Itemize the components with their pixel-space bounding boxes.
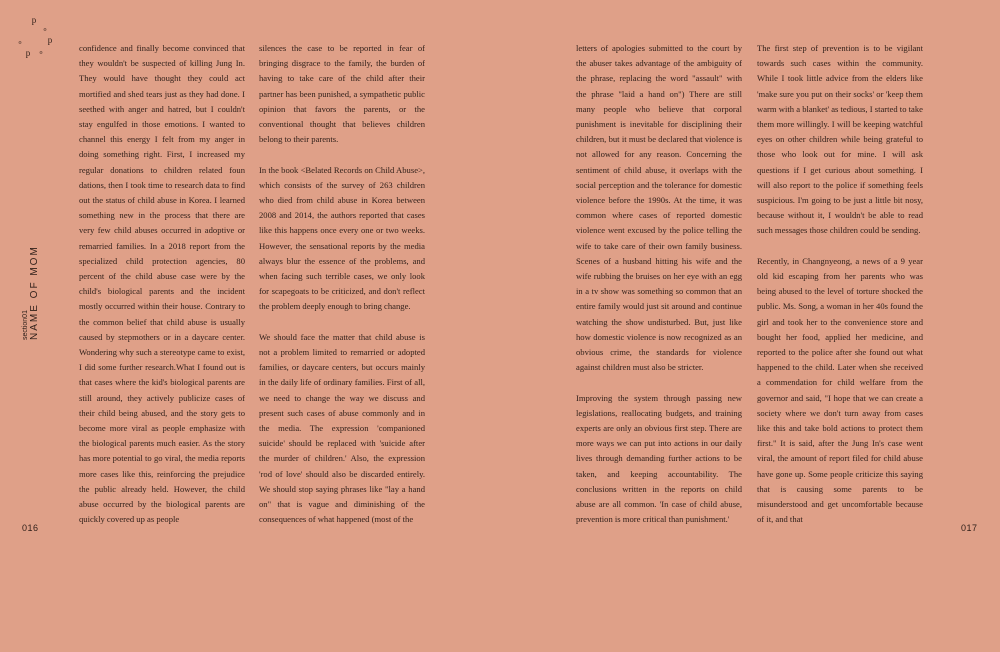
text-column-2 xyxy=(259,41,425,527)
paragraph: Improving the system through passing new legislations, reallocating budgets, and training experts are only an obvious first step. There are more ways we can put into actions in our daily lives through demanding further actions to be taken, and keeping accountability. The conclusions written in the reports on child abuse are all common. 'In case of child abuse, prevention is more critical than punishment.' xyxy=(576,392,742,525)
ornament-glyph: p xyxy=(31,15,37,25)
section-title: NAME OF MOM xyxy=(29,245,40,340)
ornament-glyph: o xyxy=(43,27,47,33)
ornament-glyph: p xyxy=(47,35,53,45)
paragraph: Recently, in Changnyeong, a news of a 9 year old kid escaping from her parents who was being abused to the level of torture shocked the public. Ms. Song, a woman in her 40s found the girl and took her to the convenience store and bought her food, applied her medicine, and reported to the police after she found out what happened to the child. Later when she received a commendation for child welfare from the governor and said, "I hope that we can create a society where we don't turn away from cases like this and take bold actions to protect them first." It is said, after the Jung In's case went viral, the amount of report filed for child abuse have gone up. Some people criticize this saying that is causing some parents to be misunderstood and get uncomfortable because of it, and that xyxy=(757,255,923,525)
text-column-1 xyxy=(79,41,245,528)
paragraph: silences the case to be reported in fear of bringing disgrace to the family, the burden of having to take care of the child after their partner has been punished, a sympathetic public opinion that favors the parents, or the conventional thought that believes children belong to their parents. xyxy=(259,43,425,145)
text-column-3 xyxy=(576,41,742,527)
paragraph: confidence and finally become convinced that they wouldn't be suspected of killing Jung In. They would have thought they could act mortified and shed tears just as they had done. I seethed with anger and hatred, but I couldn't stay engulfed in those emotions. I wanted to channel this energy I felt from my anger in doing something right. First, I increased my regular donations to children related foun dations, then I took time to research data to find out the status of child abuse in Korea. I learned something new in the process that there are very few child abuses occurred in adoptive or remarried families. In a 2018 report from the specialized child protection agencies, 80 percent of the child abuse case were by the child's biological parents and the incident mostly occurred within their house. Contrary to the common belief that child abuse is usually caused by stepmothers or in a daycare center. Wondering why such a stereotype came to exist, I did some further research.What I found out is that cases where the kid's biological parents are still around, they actively publicize cases of their child being abused, and the story gets to become more viral as people emphasize with the biological parents much easier. As the story has more potential to go viral, the media reports more cases like this, reinforcing the prejudice the public already held. However, the child abuse occurred by the biological parents are quickly covered up as people xyxy=(79,43,245,525)
ornament-glyph: o xyxy=(18,40,22,46)
section-marker xyxy=(22,180,44,340)
page-number-left: 016 xyxy=(22,523,39,533)
ornament-glyph: o xyxy=(39,50,43,56)
paragraph: letters of apologies submitted to the court by the abuser takes advantage of the ambiguity of the phrase, replacing the word "assault" with the phrase "laid a hand on") There are still many people who believe that corporal punishment is inevitable for disciplining their children, but it must be declared that violence is not allowed for any reason. Concerning the sentiment of child abuse, it overlaps with the social perception and the tolerance for domestic violence before the 1990s. At the time, it was common where cases of reported domestic violence went excused by the police telling the wife to take care of their own family business. Scenes of a husband hitting his wife and the wife rubbing the bruises on her eye with an egg in a tv show was something so common that an entire family would just sit around and continue watching the show undisturbed. But, just like how domestic violence is now recognized as an obvious crime, the standards for violence against children must also be stricter. xyxy=(576,43,742,373)
page-number-right: 017 xyxy=(961,523,978,533)
paragraph: In the book <Belated Records on Child Abuse>, which consists of the survey of 263 children who died from child abuse in Korea between 2008 and 2014, the authors reported that cases like this happens once every one or two weeks. However, the sensational reports by the media always blur the essence of the problems, and when facing such terrible cases, we only look for scapegoats to be criticized, and don't reflect the problem deeply enough to bring change. xyxy=(259,164,425,312)
paragraph: We should face the matter that child abuse is not a problem limited to remarried or adopted families, or daycare centers, but occurs mainly in the daily life of ordinary families. First of all, we need to change the way we discuss and present such cases of abuse commonly and in the media. The expression 'companioned suicide' should be replaced with 'suicide after the murder of children.' Also, the expression 'rod of love' should also be discarded entirely. We should stop saying phrases like "lay a hand on" that is vague and diminishing of the consequences of what happened (most of the xyxy=(259,331,425,525)
ornament-glyph: p xyxy=(25,48,31,58)
paragraph: The first step of prevention is to be vigilant towards such cases within the community. While I took little advice from the elders like 'make sure you put on their socks' or 'keep them warm with a blanket' as tedious, I started to take them more willingly. I will be keeping watchful eyes on other children while being grateful to those who look out for mine. I will ask questions if I get curious about something. I will also report to the police if something feels suspicious. I'm going to be just a little bit nosy, because without it, I wouldn't be able to read such messages those children could be sending. xyxy=(757,43,923,236)
ornament-icon xyxy=(14,14,54,58)
section-label: section01 xyxy=(22,310,29,340)
text-column-4 xyxy=(757,41,923,527)
